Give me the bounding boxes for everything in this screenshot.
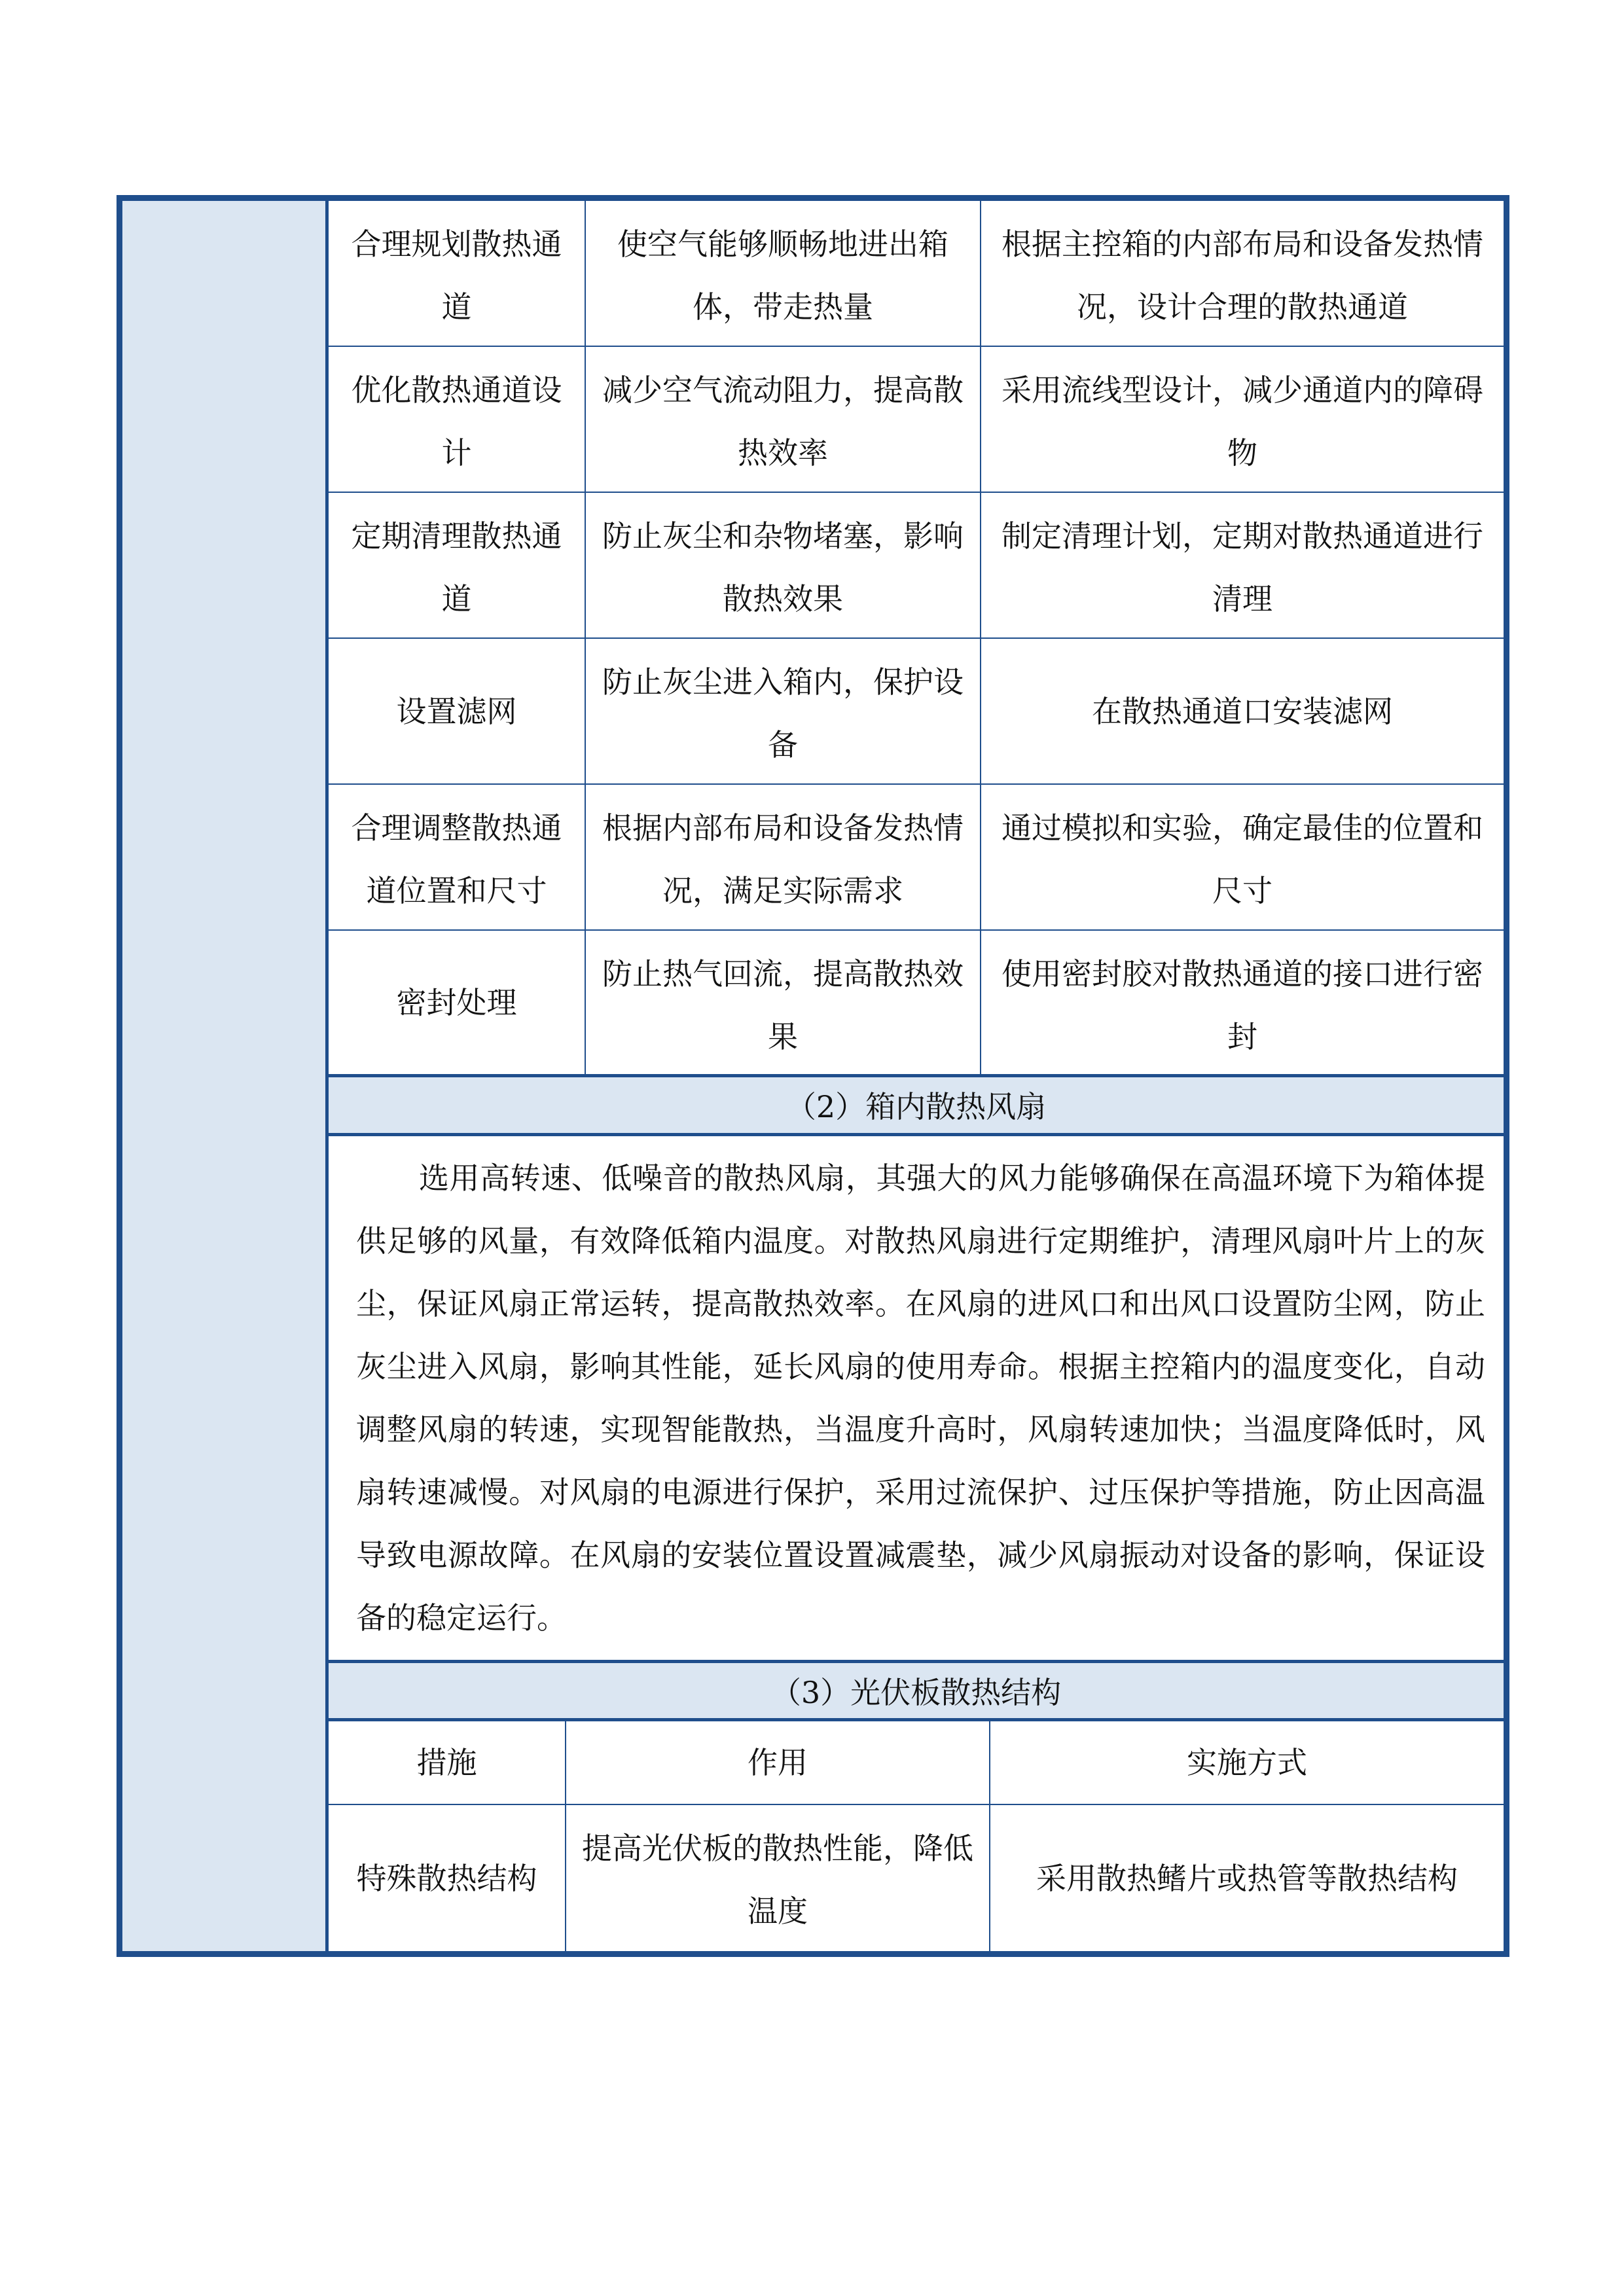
table-row [329,639,1504,785]
method-cell: 根据主控箱的内部布局和设备发热情况，设计合理的散热通道 [1001,226,1483,325]
method-cell: 采用流线型设计，减少通道内的障碍物 [1001,372,1483,471]
purpose-cell: 防止热气回流，提高散热效果 [586,931,981,1074]
document-table [117,195,1509,1957]
measure-cell: 特殊散热结构 [329,1805,566,1951]
purpose-cell: 提高光伏板的散热性能，降低温度 [566,1805,990,1951]
measure-cell: 密封处理 [329,931,586,1074]
section-heading: （3）光伏板散热结构 [329,1663,1504,1722]
section-heading: （2）箱内散热风扇 [329,1077,1504,1136]
purpose-cell: 减少空气流动阻力，提高散热效率 [586,347,981,492]
method-cell: 通过模拟和实验，确定最佳的位置和尺寸 [1001,810,1483,908]
table-content [329,201,1504,1951]
left-category-column [122,201,329,1951]
column-header: 措施 [329,1721,566,1804]
table-row [329,785,1504,931]
purpose-cell: 使空气能够顺畅地进出箱体，带走热量 [586,201,981,346]
table-header-row [329,1721,1504,1805]
method-cell: 采用散热鳍片或热管等散热结构 [1036,1860,1458,1896]
purpose-cell: 防止灰尘进入箱内，保护设备 [586,639,981,783]
table-row [329,347,1504,493]
section-paragraph: 选用高转速、低噪音的散热风扇，其强大的风力能够确保在高温环境下为箱体提供足够的风量，有效降低箱内温度。对散热风扇进行定期维护，清理风扇叶片上的灰尘，保证风扇正常运转，提高散热效率。在风扇的进风口和出风口设置防尘网，防止灰尘进入风扇，影响其性能，延长风扇的使用寿命。根据主控箱内的温度变化，自动调整风扇的转速，实现智能散热，当温度升高时，风扇转速加快；当温度降低时，风扇转速减慢。对风扇的电源进行保护，采用过流保护、过压保护等措施，防止因高温导致电源故障。在风扇的安装位置设置减震垫，减少风扇振动对设备的影响，保证设备的稳定运行。 [329,1136,1504,1663]
table-row [329,1805,1504,1951]
method-cell: 在散热通道口安装滤网 [1092,693,1393,729]
measure-cell: 合理规划散热通道 [329,201,586,346]
measure-cell: 定期清理散热通道 [329,493,586,637]
column-header: 实施方式 [1187,1745,1307,1780]
method-cell: 制定清理计划，定期对散热通道进行清理 [1001,518,1483,617]
table-row [329,201,1504,347]
column-header: 作用 [566,1721,990,1804]
measure-cell: 设置滤网 [329,639,586,783]
table-row [329,931,1504,1077]
purpose-cell: 防止灰尘和杂物堵塞，影响散热效果 [586,493,981,637]
method-cell: 使用密封胶对散热通道的接口进行密封 [1001,956,1483,1054]
table-row [329,493,1504,639]
measure-cell: 合理调整散热通道位置和尺寸 [329,785,586,929]
measure-cell: 优化散热通道设计 [329,347,586,492]
purpose-cell: 根据内部布局和设备发热情况，满足实际需求 [586,785,981,929]
